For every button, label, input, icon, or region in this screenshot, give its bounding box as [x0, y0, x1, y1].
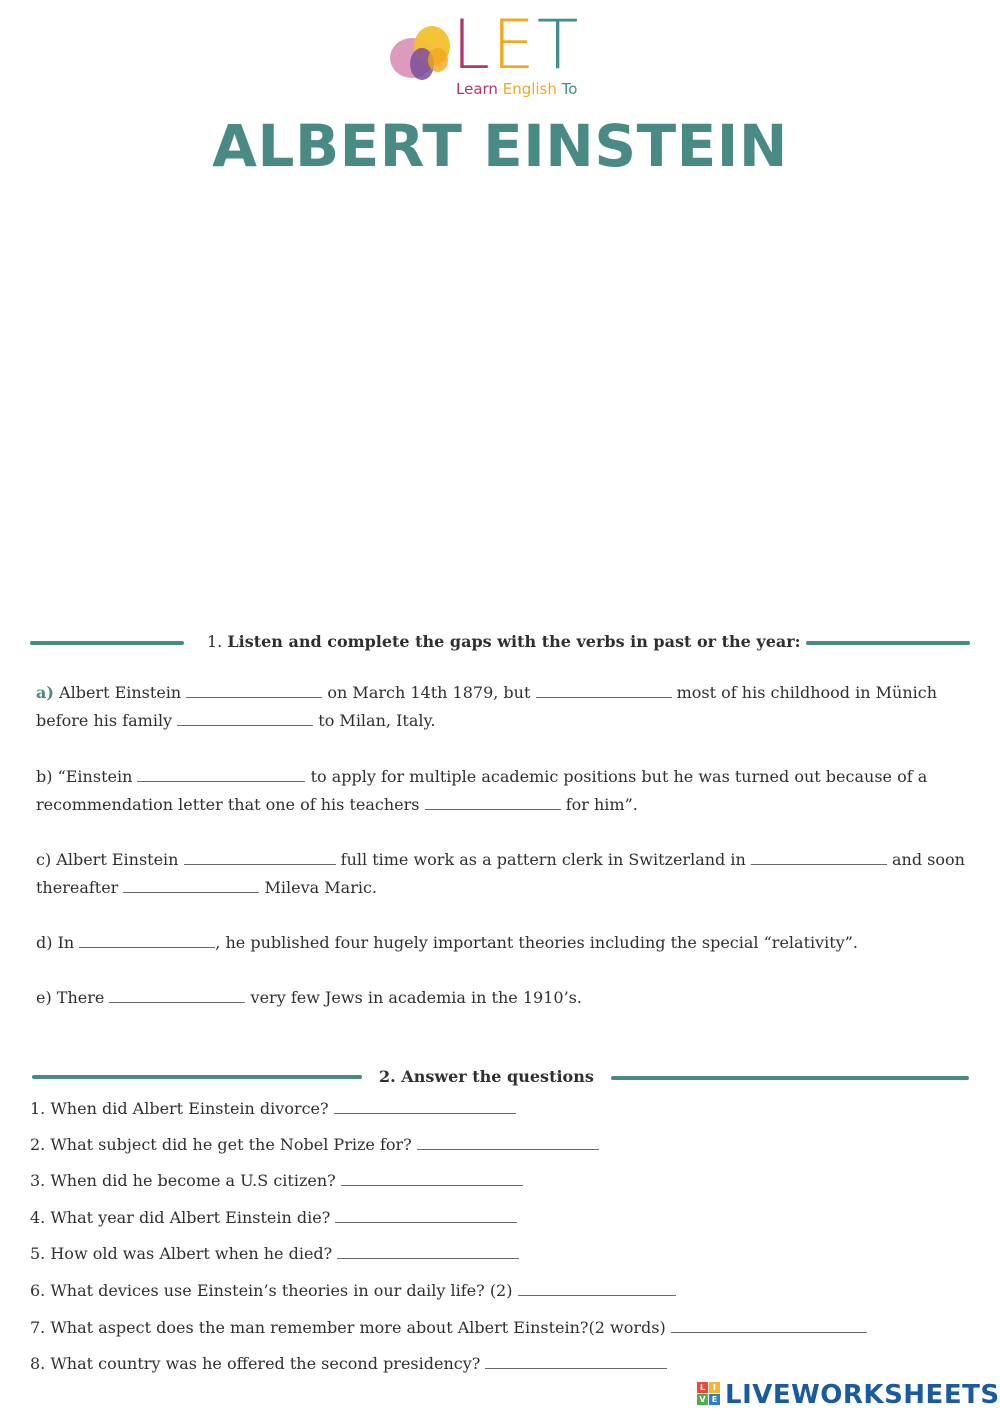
lw-cell-e: E	[709, 1394, 720, 1405]
speech-bubbles-icon	[388, 20, 458, 90]
exercise-d-text-1: d) In	[36, 933, 75, 952]
section-2-heading-text: 2. Answer the questions	[379, 1067, 594, 1086]
exercise-d	[36, 929, 966, 957]
logo-subtitle-learn: Learn	[456, 80, 498, 98]
answer-3[interactable]	[341, 1171, 523, 1186]
exercise-c-text-2: full time work as a pattern clerk in Switzerland in	[340, 850, 746, 869]
exercise-b-text-1: b) “Einstein	[36, 767, 133, 786]
logo-subtitle	[456, 82, 577, 97]
gap-a3[interactable]	[177, 711, 313, 726]
gap-b1[interactable]	[137, 767, 305, 782]
exercise-e-text-2: very few Jews in academia in the 1910’s.	[250, 988, 582, 1007]
answer-5[interactable]	[337, 1244, 519, 1259]
logo-subtitle-english: English	[502, 80, 557, 98]
gap-a1[interactable]	[186, 683, 322, 698]
question-3	[30, 1171, 523, 1191]
answer-8[interactable]	[485, 1354, 667, 1369]
liveworksheets-logo[interactable]	[697, 1380, 1000, 1410]
gap-c3[interactable]	[123, 878, 259, 893]
exercise-e	[36, 984, 966, 1012]
lw-cell-v: V	[697, 1394, 708, 1405]
section-2-heading	[379, 1067, 594, 1086]
section-2-header	[30, 1063, 970, 1093]
exercise-a-text-2: on March 14th 1879, but	[327, 683, 531, 702]
question-5	[30, 1244, 519, 1264]
question-2-text: 2. What subject did he get the Nobel Prize for?	[30, 1135, 412, 1154]
exercise-a-label: a)	[36, 683, 54, 702]
section-1-rule-right	[806, 641, 970, 645]
answer-2[interactable]	[417, 1135, 599, 1150]
exercise-b-text-3: recommendation letter that one of his teachers	[36, 795, 420, 814]
exercise-e-text-1: e) There	[36, 988, 105, 1007]
exercise-a-text-3: most of his childhood in Münich	[676, 683, 938, 702]
gap-a2[interactable]	[536, 683, 672, 698]
logo-letter-t: T	[536, 6, 581, 85]
liveworksheets-icon	[697, 1382, 721, 1406]
question-5-text: 5. How old was Albert when he died?	[30, 1244, 333, 1263]
exercise-b-text-2: to apply for multiple academic positions but he was turned out because of a	[310, 767, 928, 786]
section-1-heading	[207, 632, 801, 651]
section-1-heading-text: Listen and complete the gaps with the verbs in past or the year:	[227, 632, 801, 651]
exercise-a-text-5: to Milan, Italy.	[318, 711, 436, 730]
question-7-text: 7. What aspect does the man remember more about Albert Einstein?(2 words)	[30, 1318, 666, 1337]
question-7	[30, 1318, 867, 1338]
exercise-d-text-2: , he published four hugely important theories including the special “relativity”.	[215, 933, 859, 952]
question-1	[30, 1099, 516, 1119]
section-1-rule-left	[30, 641, 184, 645]
exercise-c-text-5: Mileva Maric.	[264, 878, 377, 897]
let-logo	[388, 6, 603, 106]
section-2-rule-left	[32, 1075, 362, 1079]
exercise-b-text-4: for him”.	[565, 795, 638, 814]
question-3-text: 3. When did he become a U.S citizen?	[30, 1171, 336, 1190]
section-1-number: 1.	[207, 632, 223, 651]
question-1-text: 1. When did Albert Einstein divorce?	[30, 1099, 329, 1118]
exercise-a-text-1: Albert Einstein	[59, 683, 182, 702]
section-2-rule-right	[611, 1076, 969, 1080]
question-4	[30, 1208, 517, 1228]
logo-letters	[452, 6, 581, 85]
page-title: ALBERT EINSTEIN	[212, 112, 788, 180]
logo-subtitle-to: To	[561, 80, 578, 98]
logo-letter-e: E	[491, 6, 537, 85]
exercise-c-text-4: thereafter	[36, 878, 119, 897]
answer-1[interactable]	[334, 1099, 516, 1114]
gap-e1[interactable]	[109, 988, 245, 1003]
question-4-text: 4. What year did Albert Einstein die?	[30, 1208, 331, 1227]
question-6-text: 6. What devices use Einstein’s theories in our daily life? (2)	[30, 1281, 513, 1300]
answer-4[interactable]	[335, 1208, 517, 1223]
answer-6[interactable]	[518, 1281, 676, 1296]
lw-cell-i: I	[709, 1382, 720, 1393]
gap-d1[interactable]	[79, 933, 215, 948]
exercise-c-text-1: c) Albert Einstein	[36, 850, 179, 869]
exercise-c	[36, 846, 966, 902]
question-8-text: 8. What country was he offered the second presidency?	[30, 1354, 481, 1373]
liveworksheets-brand: LIVEWORKSHEETS	[725, 1380, 1000, 1410]
exercise-a-text-4: before his family	[36, 711, 173, 730]
exercise-a	[36, 679, 966, 735]
gap-b2[interactable]	[425, 795, 561, 810]
section-1-header	[30, 628, 970, 658]
lw-cell-l: L	[697, 1382, 708, 1393]
question-6	[30, 1281, 676, 1301]
logo-letter-l: L	[452, 6, 492, 85]
media-area	[30, 200, 970, 620]
answer-7[interactable]	[671, 1318, 867, 1333]
exercise-c-text-3: and soon	[891, 850, 965, 869]
gap-c1[interactable]	[184, 850, 336, 865]
exercise-b	[36, 763, 966, 819]
gap-c2[interactable]	[751, 850, 887, 865]
question-2	[30, 1135, 599, 1155]
question-8	[30, 1354, 667, 1374]
